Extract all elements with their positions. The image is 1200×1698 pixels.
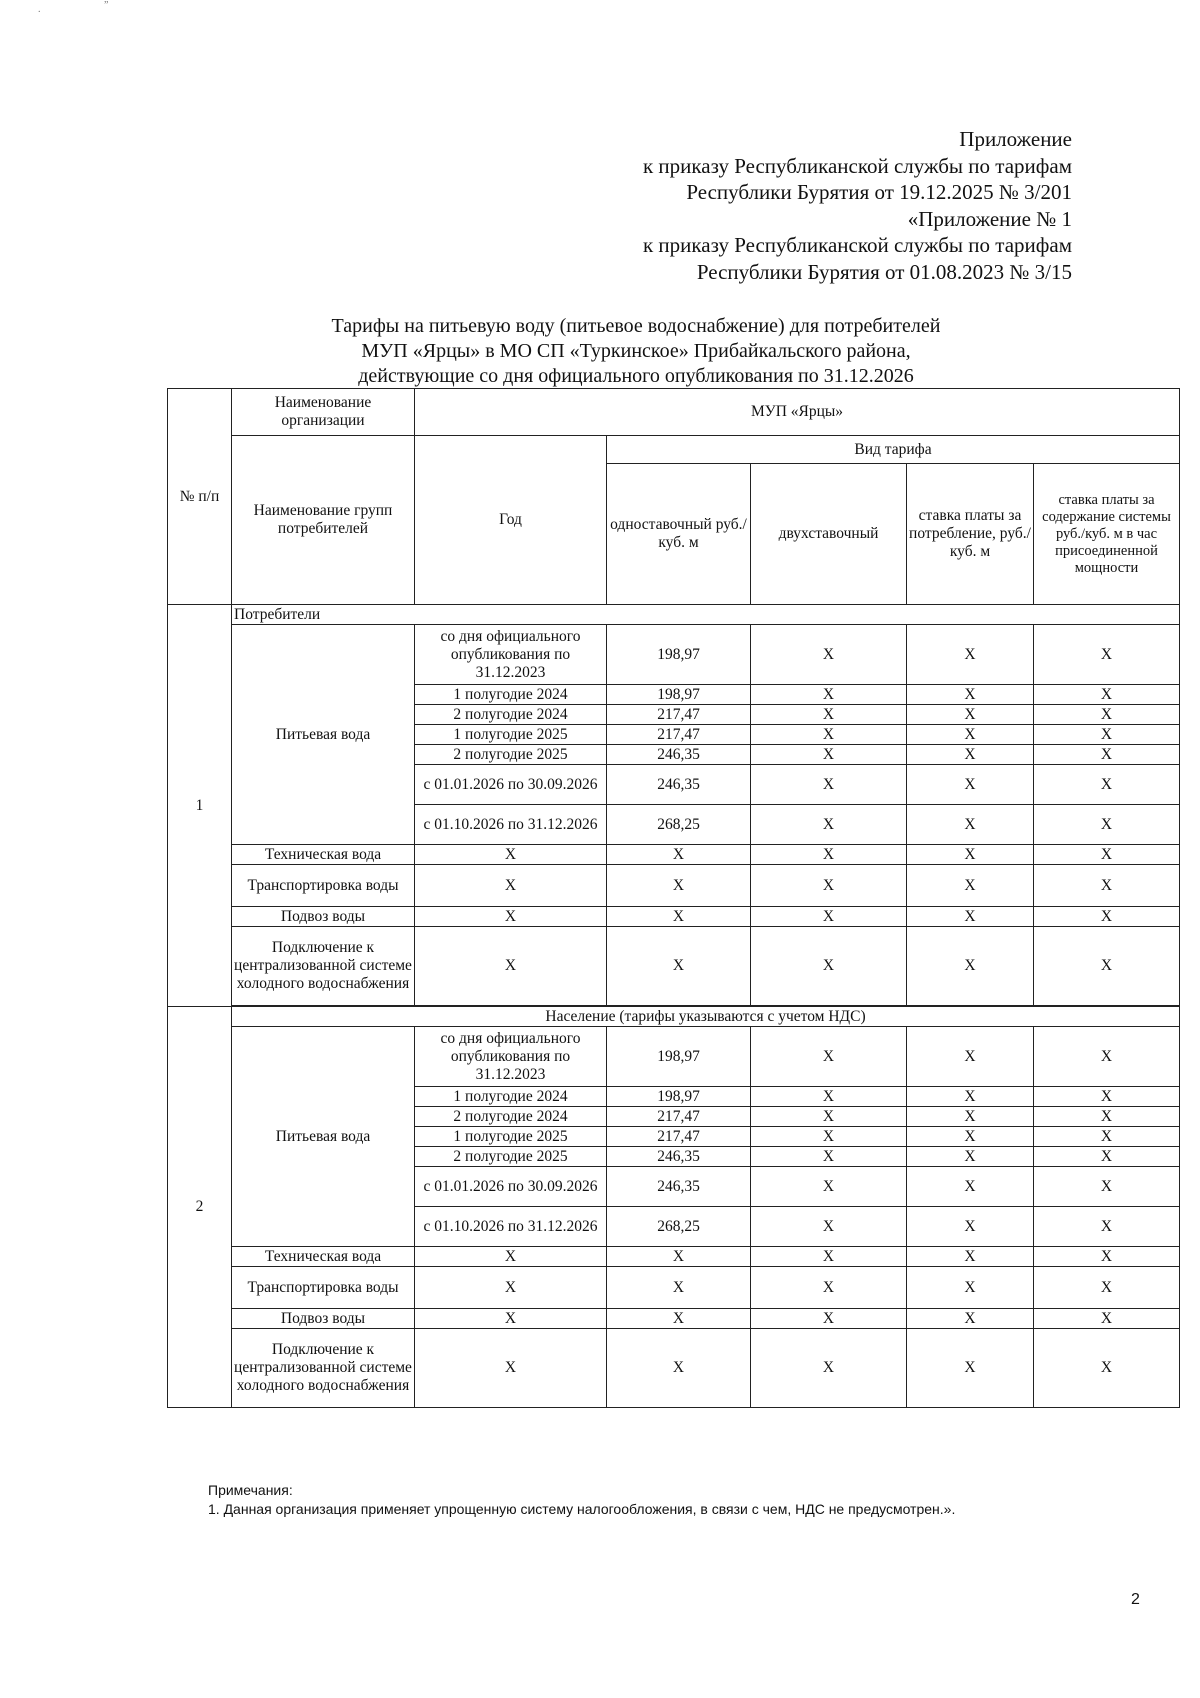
tariff-type-header: Вид тарифа — [607, 436, 1180, 464]
period-cell: с 01.01.2026 по 30.09.2026 — [415, 765, 607, 805]
value-cell: X — [1034, 907, 1180, 927]
value-cell: 217,47 — [607, 1127, 751, 1147]
value-cell: 198,97 — [607, 625, 751, 685]
value-cell: X — [907, 705, 1034, 725]
value-cell: X — [1034, 1127, 1180, 1147]
notes — [208, 1481, 955, 1519]
value-cell: X — [415, 1329, 607, 1408]
col-two-rate-header: двухставочный — [751, 464, 907, 605]
value-cell: X — [907, 845, 1034, 865]
value-cell: X — [907, 1127, 1034, 1147]
value-cell: X — [1034, 1247, 1180, 1267]
row-label-cell: Техническая вода — [232, 845, 415, 865]
org-value-cell: МУП «Ярцы» — [415, 389, 1180, 436]
period-cell: 2 полугодие 2025 — [415, 1147, 607, 1167]
value-cell: X — [907, 1027, 1034, 1087]
value-cell: 217,47 — [607, 725, 751, 745]
row-label-cell: Подвоз воды — [232, 1309, 415, 1329]
value-cell: X — [907, 1107, 1034, 1127]
row-label-cell: Подключение к централизованной системе холодного водоснабжения — [232, 1329, 415, 1408]
header-line: «Приложение № 1 — [907, 206, 1072, 231]
value-cell: 246,35 — [607, 1147, 751, 1167]
year-header: Год — [415, 436, 607, 605]
value-cell: X — [907, 625, 1034, 685]
section-title: Потребители — [232, 605, 1180, 625]
value-cell: X — [415, 845, 607, 865]
row-label-cell: Техническая вода — [232, 1247, 415, 1267]
value-cell: X — [907, 745, 1034, 765]
value-cell: 198,97 — [607, 1087, 751, 1107]
value-cell: X — [1034, 1087, 1180, 1107]
org-label-cell: Наименование организации — [232, 389, 415, 436]
value-cell: X — [907, 1329, 1034, 1408]
value-cell: X — [751, 1127, 907, 1147]
value-cell: X — [1034, 927, 1180, 1006]
value-cell: X — [907, 865, 1034, 907]
section-population — [168, 1007, 1180, 1408]
section-number: 1 — [168, 605, 232, 1007]
value-cell: X — [907, 685, 1034, 705]
value-cell: X — [907, 907, 1034, 927]
drinking-water-label: Питьевая вода — [232, 625, 415, 845]
value-cell: X — [1034, 1107, 1180, 1127]
scan-mark — [104, 0, 108, 5]
period-cell: 1 полугодие 2024 — [415, 1087, 607, 1107]
col-num-header: № п/п — [168, 389, 232, 605]
value-cell: X — [1034, 765, 1180, 805]
value-cell: X — [1034, 1027, 1180, 1087]
value-cell: X — [607, 1267, 751, 1309]
period-cell: 2 полугодие 2024 — [415, 1107, 607, 1127]
value-cell: X — [751, 1087, 907, 1107]
value-cell: X — [607, 927, 751, 1006]
value-cell: 246,35 — [607, 1167, 751, 1207]
scan-mark: . — [38, 4, 41, 15]
value-cell: X — [751, 927, 907, 1006]
value-cell: X — [1034, 1267, 1180, 1309]
period-cell: со дня официального опубликования по 31.12.2023 — [415, 625, 607, 685]
page-number: 2 — [1131, 1591, 1140, 1608]
value-cell: X — [415, 1247, 607, 1267]
table-row — [168, 927, 1180, 1006]
value-cell: 246,35 — [607, 745, 751, 765]
document-title — [210, 314, 1062, 389]
value-cell: X — [907, 1087, 1034, 1107]
header-line: Приложение — [959, 127, 1072, 151]
value-cell: X — [1034, 1167, 1180, 1207]
period-cell: 1 полугодие 2024 — [415, 685, 607, 705]
col-consumption-rate-header: ставка платы за потребление, руб./ куб. м — [907, 464, 1034, 605]
value-cell: X — [1034, 725, 1180, 745]
col-maintenance-rate-header: ставка платы за содержание системы руб./куб. м в час присоединенной мощности — [1034, 464, 1180, 605]
value-cell: X — [415, 927, 607, 1006]
document-header — [643, 126, 1072, 285]
row-label-cell: Транспортировка воды — [232, 1267, 415, 1309]
value-cell: X — [1034, 1147, 1180, 1167]
col-single-rate-header: одноставочный руб./ куб. м — [607, 464, 751, 605]
value-cell: X — [607, 1247, 751, 1267]
header-line: Республики Бурятия от 19.12.2025 № 3/201 — [686, 180, 1072, 204]
note-item: 1. Данная организация применяет упрощенную систему налогообложения, в связи с чем, НДС не предусмотрен.». — [208, 1501, 956, 1517]
value-cell: X — [1034, 1329, 1180, 1408]
value-cell: X — [907, 1267, 1034, 1309]
section-number: 2 — [168, 1007, 232, 1408]
period-cell: с 01.10.2026 по 31.12.2026 — [415, 1207, 607, 1247]
value-cell: X — [607, 907, 751, 927]
row-label-cell: Подключение к централизованной системе холодного водоснабжения — [232, 927, 415, 1006]
period-cell: с 01.01.2026 по 30.09.2026 — [415, 1167, 607, 1207]
value-cell: X — [1034, 805, 1180, 845]
tariff-table — [167, 388, 1180, 1408]
table-row — [168, 865, 1180, 907]
value-cell: X — [1034, 705, 1180, 725]
table-row — [168, 845, 1180, 865]
value-cell: X — [751, 1167, 907, 1207]
table-row — [168, 1247, 1180, 1267]
value-cell: X — [751, 1267, 907, 1309]
header-line: Республики Бурятия от 01.08.2023 № 3/15 — [696, 259, 1072, 284]
value-cell: X — [907, 765, 1034, 805]
title-line: МУП «Ярцы» в МО СП «Туркинское» Прибайкальского района, — [361, 340, 911, 362]
value-cell: X — [751, 1329, 907, 1408]
drinking-water-label: Питьевая вода — [232, 1027, 415, 1247]
value-cell: X — [751, 1207, 907, 1247]
value-cell: X — [907, 1207, 1034, 1247]
value-cell: X — [1034, 625, 1180, 685]
title-line: действующие со дня официального опубликования по 31.12.2026 — [358, 365, 914, 387]
section-consumers — [168, 605, 1180, 1007]
value-cell: X — [1034, 745, 1180, 765]
value-cell: 217,47 — [607, 705, 751, 725]
value-cell: X — [907, 1247, 1034, 1267]
value-cell: X — [607, 1309, 751, 1329]
value-cell: 268,25 — [607, 1207, 751, 1247]
header-line: к приказу Республиканской службы по тарифам — [642, 153, 1072, 178]
value-cell: X — [751, 865, 907, 907]
value-cell: X — [1034, 845, 1180, 865]
notes-title: Примечания: — [208, 1482, 293, 1498]
title-line: Тарифы на питьевую воду (питьевое водоснабжение) для потребителей — [331, 315, 941, 337]
table-row — [168, 907, 1180, 927]
value-cell: 198,97 — [607, 1027, 751, 1087]
value-cell: X — [751, 625, 907, 685]
value-cell: X — [1034, 1207, 1180, 1247]
period-cell: 1 полугодие 2025 — [415, 725, 607, 745]
value-cell: X — [415, 865, 607, 907]
value-cell: X — [751, 685, 907, 705]
value-cell: X — [751, 805, 907, 845]
value-cell: X — [607, 865, 751, 907]
table-head — [168, 389, 1180, 605]
value-cell: X — [415, 907, 607, 927]
value-cell: X — [751, 1107, 907, 1127]
value-cell: X — [751, 1309, 907, 1329]
value-cell: X — [751, 845, 907, 865]
value-cell: X — [751, 765, 907, 805]
value-cell: X — [415, 1309, 607, 1329]
value-cell: X — [415, 1267, 607, 1309]
group-label-header: Наименование групп потребителей — [232, 436, 415, 605]
value-cell: X — [1034, 1309, 1180, 1329]
value-cell: X — [751, 1027, 907, 1087]
value-cell: X — [751, 1147, 907, 1167]
table-row — [168, 1329, 1180, 1408]
table-row — [168, 1309, 1180, 1329]
value-cell: 268,25 — [607, 805, 751, 845]
value-cell: X — [607, 845, 751, 865]
value-cell: X — [907, 1309, 1034, 1329]
table-row — [168, 1267, 1180, 1309]
row-label-cell: Подвоз воды — [232, 907, 415, 927]
value-cell: X — [907, 805, 1034, 845]
value-cell: X — [751, 705, 907, 725]
table-row — [168, 625, 1180, 685]
value-cell: X — [907, 1167, 1034, 1207]
period-cell: с 01.10.2026 по 31.12.2026 — [415, 805, 607, 845]
value-cell: X — [1034, 865, 1180, 907]
period-cell: 2 полугодие 2025 — [415, 745, 607, 765]
value-cell: X — [751, 907, 907, 927]
row-label-cell: Транспортировка воды — [232, 865, 415, 907]
period-cell: со дня официального опубликования по 31.12.2023 — [415, 1027, 607, 1087]
value-cell: X — [607, 1329, 751, 1408]
period-cell: 1 полугодие 2025 — [415, 1127, 607, 1147]
value-cell: 246,35 — [607, 765, 751, 805]
value-cell: X — [751, 1247, 907, 1267]
header-line: к приказу Республиканской службы по тарифам — [642, 233, 1072, 257]
value-cell: X — [751, 725, 907, 745]
value-cell: X — [751, 745, 907, 765]
value-cell: 217,47 — [607, 1107, 751, 1127]
value-cell: X — [907, 927, 1034, 1006]
table-row — [168, 1027, 1180, 1087]
value-cell: X — [1034, 685, 1180, 705]
value-cell: X — [907, 1147, 1034, 1167]
section-title: Население (тарифы указываются с учетом НДС) — [232, 1007, 1180, 1027]
value-cell: 198,97 — [607, 685, 751, 705]
period-cell: 2 полугодие 2024 — [415, 705, 607, 725]
value-cell: X — [907, 725, 1034, 745]
